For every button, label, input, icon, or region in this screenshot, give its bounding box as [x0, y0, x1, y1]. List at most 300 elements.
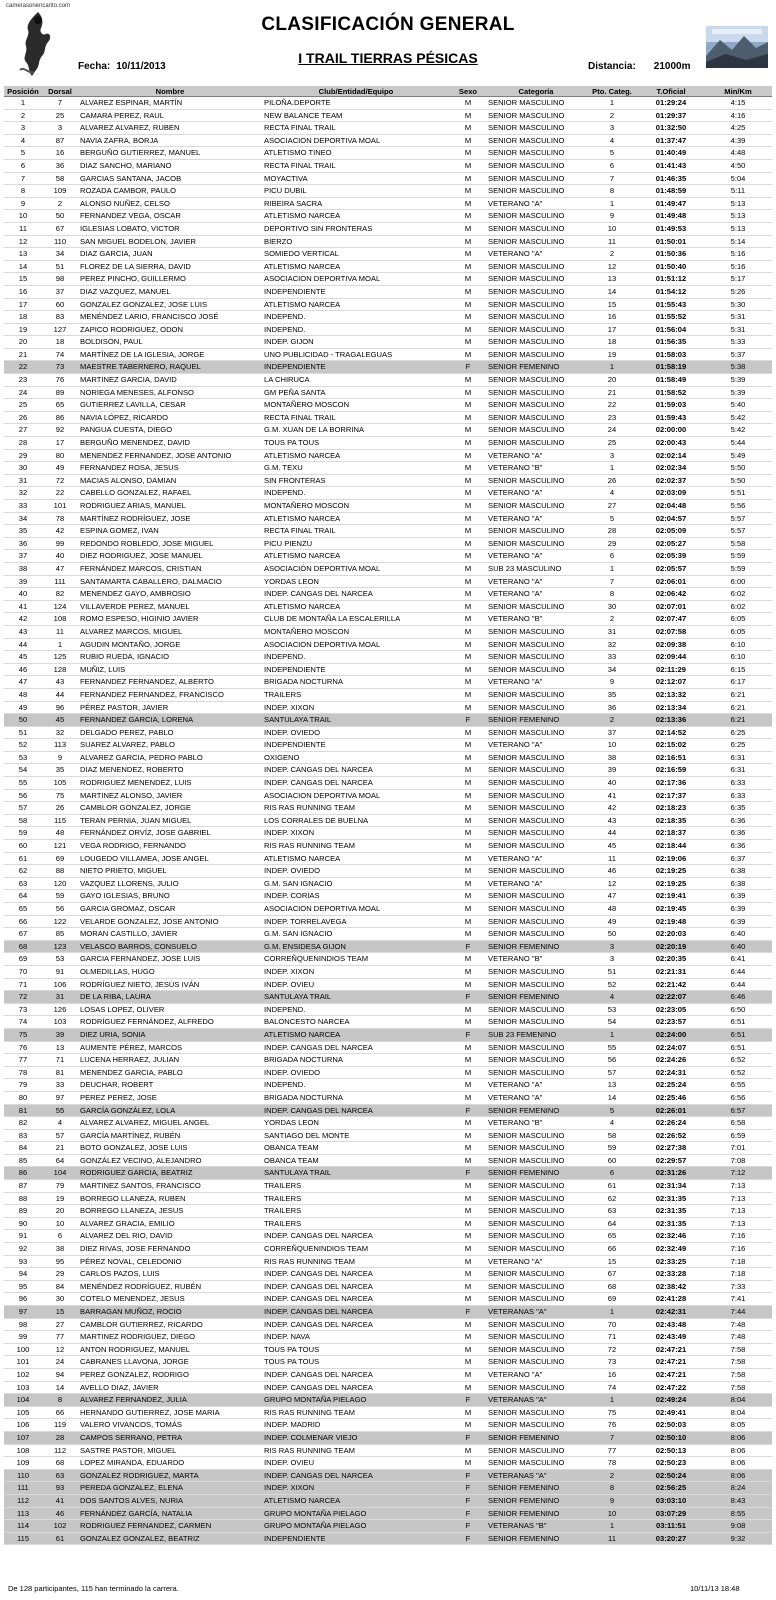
cell-official-time: 02:49:24	[638, 1394, 704, 1407]
cell-category-rank: 53	[586, 1003, 638, 1016]
cell-official-time: 02:47:21	[638, 1356, 704, 1369]
table-row	[4, 1318, 772, 1331]
cell-pace: 6:52	[704, 1054, 772, 1067]
cell-category: SENIOR MASCULINO	[486, 1003, 586, 1016]
cell-category-rank: 40	[586, 777, 638, 790]
table-row	[4, 1268, 772, 1281]
cell-category-rank: 1	[586, 361, 638, 374]
cell-category-rank: 10	[586, 222, 638, 235]
table-row	[4, 1469, 772, 1482]
cell-bib: 99	[42, 537, 78, 550]
cell-pace: 5:40	[704, 399, 772, 412]
cell-club: INDEP. OVIEU	[262, 978, 450, 991]
cell-official-time: 01:49:48	[638, 210, 704, 223]
cell-bib: 122	[42, 915, 78, 928]
cell-position: 74	[4, 1016, 42, 1029]
race-name: I TRAIL TIERRAS PÉSICAS	[298, 50, 478, 66]
cell-club: INDEPEND.	[262, 487, 450, 500]
cell-official-time: 02:23:05	[638, 1003, 704, 1016]
cell-name: MARTÍNEZ DE LA IGLESIA, JORGE	[78, 348, 262, 361]
cell-bib: 101	[42, 500, 78, 513]
cell-bib: 96	[42, 701, 78, 714]
cell-category: SENIOR MASCULINO	[486, 109, 586, 122]
cell-bib: 63	[42, 1469, 78, 1482]
table-row	[4, 1532, 772, 1545]
cell-bib: 49	[42, 462, 78, 475]
cell-sex: M	[450, 235, 486, 248]
cell-sex: F	[450, 1507, 486, 1520]
cell-bib: 44	[42, 688, 78, 701]
cell-sex: M	[450, 865, 486, 878]
cell-name: VALERO VIVANCOS, TOMÁS	[78, 1419, 262, 1432]
cell-name: MENENDEZ GARCIA, PABLO	[78, 1066, 262, 1079]
cell-sex: M	[450, 159, 486, 172]
cell-position: 38	[4, 562, 42, 575]
cell-sex: M	[450, 1054, 486, 1067]
cell-bib: 4	[42, 1117, 78, 1130]
cell-sex: F	[450, 1028, 486, 1041]
cell-category: SENIOR MASCULINO	[486, 1419, 586, 1432]
cell-category: SENIOR MASCULINO	[486, 336, 586, 349]
cell-pace: 5:16	[704, 248, 772, 261]
cell-category-rank: 7	[586, 575, 638, 588]
cell-sex: M	[450, 827, 486, 840]
table-row	[4, 248, 772, 261]
table-row	[4, 953, 772, 966]
cell-position: 103	[4, 1381, 42, 1394]
cell-name: PANGUA CUESTA, DIEGO	[78, 424, 262, 437]
cell-club: INDEP. CANGAS DEL NARCEA	[262, 1104, 450, 1117]
cell-bib: 72	[42, 474, 78, 487]
cell-pace: 6:31	[704, 764, 772, 777]
cell-sex: M	[450, 298, 486, 311]
cell-bib: 75	[42, 789, 78, 802]
cell-pace: 5:50	[704, 462, 772, 475]
cell-pace: 6:40	[704, 928, 772, 941]
cell-position: 1	[4, 97, 42, 110]
cell-position: 36	[4, 537, 42, 550]
cell-sex: M	[450, 915, 486, 928]
cell-category: SENIOR MASCULINO	[486, 235, 586, 248]
cell-club: ATLETISMO NARCEA	[262, 512, 450, 525]
cell-category-rank: 49	[586, 915, 638, 928]
cell-category-rank: 18	[586, 336, 638, 349]
cell-category-rank: 47	[586, 890, 638, 903]
cell-bib: 25	[42, 109, 78, 122]
cell-official-time: 02:06:42	[638, 588, 704, 601]
cell-name: FERNANDEZ VEGA, OSCAR	[78, 210, 262, 223]
cell-sex: M	[450, 726, 486, 739]
cell-official-time: 01:49:53	[638, 222, 704, 235]
table-row	[4, 1230, 772, 1243]
cell-pace: 4:50	[704, 159, 772, 172]
cell-club: SANTIAGO DEL MONTE	[262, 1129, 450, 1142]
cell-name: IGLESIAS LOBATO, VICTOR	[78, 222, 262, 235]
cell-sex: M	[450, 323, 486, 336]
cell-bib: 53	[42, 953, 78, 966]
cell-category-rank: 68	[586, 1280, 638, 1293]
table-row	[4, 1167, 772, 1180]
cell-official-time: 02:33:25	[638, 1255, 704, 1268]
cell-sex: M	[450, 638, 486, 651]
cell-bib: 64	[42, 1154, 78, 1167]
cell-bib: 7	[42, 97, 78, 110]
cell-sex: M	[450, 764, 486, 777]
cell-category-rank: 33	[586, 651, 638, 664]
cell-club: CLUB DE MONTAÑA LA ESCALERILLA	[262, 613, 450, 626]
cell-pace: 6:40	[704, 940, 772, 953]
cell-category: SENIOR MASCULINO	[486, 625, 586, 638]
cell-position: 72	[4, 991, 42, 1004]
cell-bib: 3	[42, 122, 78, 135]
cell-club: TOUS PA TOUS	[262, 1356, 450, 1369]
table-row	[4, 512, 772, 525]
table-row	[4, 487, 772, 500]
cell-category-rank: 10	[586, 1507, 638, 1520]
cell-club: TRAILERS	[262, 1205, 450, 1218]
cell-category: SENIOR MASCULINO	[486, 411, 586, 424]
cell-category-rank: 78	[586, 1457, 638, 1470]
cell-position: 12	[4, 235, 42, 248]
cell-club: ATLETISMO NARCEA	[262, 260, 450, 273]
cell-official-time: 03:20:27	[638, 1532, 704, 1545]
cell-official-time: 01:46:35	[638, 172, 704, 185]
cell-sex: M	[450, 386, 486, 399]
cell-name: ZAPICO RODRIGUEZ, ODON	[78, 323, 262, 336]
cell-position: 87	[4, 1180, 42, 1193]
cell-category: VETERANO "A"	[486, 197, 586, 210]
cell-sex: M	[450, 348, 486, 361]
cell-official-time: 02:05:57	[638, 562, 704, 575]
cell-category: SENIOR MASCULINO	[486, 751, 586, 764]
cell-sex: M	[450, 210, 486, 223]
cell-official-time: 03:07:29	[638, 1507, 704, 1520]
cell-pace: 7:41	[704, 1293, 772, 1306]
cell-category: SENIOR MASCULINO	[486, 928, 586, 941]
cell-name: CAMPOS SERRANO, PETRA	[78, 1431, 262, 1444]
cell-position: 50	[4, 714, 42, 727]
cell-official-time: 02:47:21	[638, 1343, 704, 1356]
table-row	[4, 688, 772, 701]
table-row	[4, 714, 772, 727]
cell-pace: 5:39	[704, 374, 772, 387]
cell-position: 44	[4, 638, 42, 651]
cell-category-rank: 27	[586, 500, 638, 513]
cell-pace: 6:17	[704, 676, 772, 689]
cell-category: SENIOR MASCULINO	[486, 222, 586, 235]
cell-sex: M	[450, 1003, 486, 1016]
cell-official-time: 02:16:51	[638, 751, 704, 764]
cell-name: FERNANDEZ FERNANDEZ, FRANCISCO	[78, 688, 262, 701]
cell-name: SAN MIGUEL BODELON, JAVIER	[78, 235, 262, 248]
cell-pace: 6:21	[704, 688, 772, 701]
cell-position: 101	[4, 1356, 42, 1369]
cell-club: ATLETISMO NARCEA	[262, 449, 450, 462]
cell-official-time: 02:18:44	[638, 840, 704, 853]
cell-club: INDEPENDIENTE	[262, 663, 450, 676]
table-header-row	[4, 86, 772, 97]
cell-pace: 6:39	[704, 890, 772, 903]
table-row	[4, 663, 772, 676]
cell-pace: 6:36	[704, 814, 772, 827]
cell-category: VETERANO "A"	[486, 739, 586, 752]
column-header-category-rank: Pto. Categ.	[586, 86, 638, 97]
cell-official-time: 03:11:51	[638, 1520, 704, 1533]
cell-pace: 6:44	[704, 978, 772, 991]
table-row	[4, 588, 772, 601]
cell-official-time: 02:21:31	[638, 965, 704, 978]
cell-bib: 73	[42, 361, 78, 374]
cell-club: INDEP. XIXON	[262, 827, 450, 840]
cell-category: SENIOR MASCULINO	[486, 474, 586, 487]
cell-official-time: 02:25:24	[638, 1079, 704, 1092]
cell-official-time: 01:58:49	[638, 374, 704, 387]
cell-sex: M	[450, 462, 486, 475]
cell-position: 57	[4, 802, 42, 815]
cell-pace: 6:10	[704, 651, 772, 664]
table-row	[4, 525, 772, 538]
cell-club: PICU PIENZU	[262, 537, 450, 550]
cell-name: MARTÍNEZ RODRÍGUEZ, JOSE	[78, 512, 262, 525]
cell-category-rank: 8	[586, 1482, 638, 1495]
table-row	[4, 1243, 772, 1256]
cell-category-rank: 52	[586, 978, 638, 991]
cell-bib: 42	[42, 525, 78, 538]
table-row	[4, 449, 772, 462]
cell-category-rank: 9	[586, 210, 638, 223]
cell-name: MARTINEZ ALONSO, JAVIER	[78, 789, 262, 802]
cell-pace: 6:57	[704, 1104, 772, 1117]
cell-bib: 126	[42, 1003, 78, 1016]
cell-sex: M	[450, 663, 486, 676]
cell-category-rank: 8	[586, 185, 638, 198]
cell-bib: 102	[42, 1520, 78, 1533]
cell-club: RECTA FINAL TRAIL	[262, 525, 450, 538]
cell-sex: M	[450, 172, 486, 185]
cell-name: DIEZ URIA, SONIA	[78, 1028, 262, 1041]
cell-bib: 104	[42, 1167, 78, 1180]
cell-pace: 6:00	[704, 575, 772, 588]
cell-club: ATLETISMO TINEO	[262, 147, 450, 160]
cell-category-rank: 62	[586, 1192, 638, 1205]
cell-bib: 28	[42, 1431, 78, 1444]
cell-pace: 6:41	[704, 953, 772, 966]
cell-official-time: 02:13:32	[638, 688, 704, 701]
cell-official-time: 02:03:09	[638, 487, 704, 500]
cell-pace: 6:58	[704, 1117, 772, 1130]
cell-position: 79	[4, 1079, 42, 1092]
cell-pace: 7:33	[704, 1280, 772, 1293]
cell-name: RODRIGUEZ GARCIA, BEATRIZ	[78, 1167, 262, 1180]
cell-pace: 8:06	[704, 1457, 772, 1470]
cell-name: ALVAREZ FERNANDEZ, JULIA	[78, 1394, 262, 1407]
cell-name: FLOREZ DE LA SIERRA, DAVID	[78, 260, 262, 273]
cell-bib: 80	[42, 449, 78, 462]
cell-category: SENIOR MASCULINO	[486, 1154, 586, 1167]
cell-position: 89	[4, 1205, 42, 1218]
cell-official-time: 01:32:50	[638, 122, 704, 135]
table-row	[4, 185, 772, 198]
cell-official-time: 02:05:27	[638, 537, 704, 550]
cell-sex: M	[450, 424, 486, 437]
table-row	[4, 940, 772, 953]
cell-club: INDEP. CANGAS DEL NARCEA	[262, 777, 450, 790]
column-header-pace: Min/Km	[704, 86, 772, 97]
table-row	[4, 651, 772, 664]
cell-name: ESPINA GOMEZ, IVAN	[78, 525, 262, 538]
cell-club: ASOCIACIÓN DEPORTIVA MOAL	[262, 562, 450, 575]
cell-category-rank: 13	[586, 273, 638, 286]
cell-bib: 34	[42, 248, 78, 261]
cell-club: ASOCIACION DEPORTIVA MOAL	[262, 903, 450, 916]
cell-official-time: 01:29:37	[638, 109, 704, 122]
cell-pace: 9:32	[704, 1532, 772, 1545]
cell-name: DIAZ SANCHO, MARIANO	[78, 159, 262, 172]
cell-name: CARLOS PAZOS, LUIS	[78, 1268, 262, 1281]
cell-category: SENIOR MASCULINO	[486, 386, 586, 399]
cell-pace: 8:05	[704, 1419, 772, 1432]
cell-pace: 4:16	[704, 109, 772, 122]
cell-official-time: 01:58:52	[638, 386, 704, 399]
cell-official-time: 02:25:46	[638, 1091, 704, 1104]
cell-sex: F	[450, 1482, 486, 1495]
cell-club: RIS RAS RUNNING TEAM	[262, 802, 450, 815]
cell-club: ASOCIACION DEPORTIVA MOAL	[262, 134, 450, 147]
table-row	[4, 348, 772, 361]
cell-position: 108	[4, 1444, 42, 1457]
cell-official-time: 01:48:59	[638, 185, 704, 198]
cell-category-rank: 23	[586, 411, 638, 424]
cell-category: VETERANO "A"	[486, 1368, 586, 1381]
cell-club: TOUS PA TOUS	[262, 437, 450, 450]
cell-position: 31	[4, 474, 42, 487]
cell-official-time: 02:16:59	[638, 764, 704, 777]
cell-position: 70	[4, 965, 42, 978]
cell-position: 26	[4, 411, 42, 424]
cell-club: GM PEÑA SANTA	[262, 386, 450, 399]
cell-position: 58	[4, 814, 42, 827]
cell-pace: 8:04	[704, 1394, 772, 1407]
cell-position: 96	[4, 1293, 42, 1306]
cell-pace: 6:51	[704, 1028, 772, 1041]
cell-official-time: 02:19:06	[638, 852, 704, 865]
cell-category-rank: 37	[586, 726, 638, 739]
cell-club: PICU DUBIL	[262, 185, 450, 198]
cell-category-rank: 5	[586, 512, 638, 525]
cell-sex: M	[450, 474, 486, 487]
cell-club: ATLETISMO NARCEA	[262, 1494, 450, 1507]
cell-category-rank: 39	[586, 764, 638, 777]
cell-position: 88	[4, 1192, 42, 1205]
cell-sex: M	[450, 273, 486, 286]
cell-club: TRAILERS	[262, 1180, 450, 1193]
cell-pace: 7:01	[704, 1142, 772, 1155]
cell-sex: M	[450, 285, 486, 298]
cell-club: LOS CORRALES DE BUELNA	[262, 814, 450, 827]
cell-pace: 6:55	[704, 1079, 772, 1092]
cell-club: INDEPENDIENTE	[262, 361, 450, 374]
cell-pace: 6:35	[704, 802, 772, 815]
cell-category: VETERANO "A"	[486, 512, 586, 525]
cell-bib: 61	[42, 1532, 78, 1545]
cell-sex: M	[450, 1079, 486, 1092]
cell-bib: 123	[42, 940, 78, 953]
cell-club: ATLETISMO NARCEA	[262, 210, 450, 223]
cell-official-time: 02:19:41	[638, 890, 704, 903]
cell-category: SENIOR MASCULINO	[486, 726, 586, 739]
cell-position: 56	[4, 789, 42, 802]
cell-pace: 4:15	[704, 97, 772, 110]
cell-pace: 5:44	[704, 437, 772, 450]
cell-position: 49	[4, 701, 42, 714]
cell-name: SASTRE PASTOR, MIGUEL	[78, 1444, 262, 1457]
cell-position: 91	[4, 1230, 42, 1243]
cell-sex: F	[450, 1394, 486, 1407]
cell-name: FERNANDEZ FERNANDEZ, ALBERTO	[78, 676, 262, 689]
cell-category: SENIOR MASCULINO	[486, 1381, 586, 1394]
cell-category-rank: 2	[586, 109, 638, 122]
cell-category: SENIOR MASCULINO	[486, 1041, 586, 1054]
cell-club: GRUPO MONTAÑA PIELAGO	[262, 1394, 450, 1407]
cell-club: SANTULAYA TRAIL	[262, 1167, 450, 1180]
cell-bib: 20	[42, 1205, 78, 1218]
cell-bib: 43	[42, 676, 78, 689]
cell-club: TRAILERS	[262, 1217, 450, 1230]
cell-name: PEREZ PINCHO, GUILLERMO	[78, 273, 262, 286]
cell-official-time: 01:50:36	[638, 248, 704, 261]
cell-sex: M	[450, 550, 486, 563]
cell-official-time: 02:00:43	[638, 437, 704, 450]
cell-category: SENIOR MASCULINO	[486, 638, 586, 651]
cell-category: SENIOR MASCULINO	[486, 777, 586, 790]
cell-position: 30	[4, 462, 42, 475]
cell-sex: M	[450, 411, 486, 424]
cell-category: SENIOR MASCULINO	[486, 525, 586, 538]
cell-position: 28	[4, 437, 42, 450]
cell-club: MONTAÑERO MOSCON	[262, 500, 450, 513]
table-row	[4, 865, 772, 878]
cell-club: RIS RAS RUNNING TEAM	[262, 1255, 450, 1268]
cell-category: SUB 23 FEMENINO	[486, 1028, 586, 1041]
cell-club: ATLETISMO NARCEA	[262, 1028, 450, 1041]
cell-position: 37	[4, 550, 42, 563]
cell-bib: 108	[42, 613, 78, 626]
table-row	[4, 978, 772, 991]
cell-position: 85	[4, 1154, 42, 1167]
cell-position: 53	[4, 751, 42, 764]
cell-name: VILLAVERDE PEREZ, MANUEL	[78, 600, 262, 613]
table-row	[4, 638, 772, 651]
cell-official-time: 01:49:47	[638, 197, 704, 210]
table-row	[4, 1280, 772, 1293]
cell-name: ALVAREZ ALVAREZ, RUBEN	[78, 122, 262, 135]
cell-official-time: 02:31:34	[638, 1180, 704, 1193]
cell-sex: M	[450, 197, 486, 210]
cell-category-rank: 31	[586, 625, 638, 638]
cell-bib: 51	[42, 260, 78, 273]
cell-position: 13	[4, 248, 42, 261]
cell-position: 54	[4, 764, 42, 777]
cell-position: 5	[4, 147, 42, 160]
cell-category: SENIOR MASCULINO	[486, 789, 586, 802]
cell-bib: 24	[42, 1356, 78, 1369]
table-row	[4, 751, 772, 764]
cell-pace: 7:58	[704, 1343, 772, 1356]
cell-category: SENIOR MASCULINO	[486, 1066, 586, 1079]
cell-sex: M	[450, 676, 486, 689]
cell-club: INDEP. CANGAS DEL NARCEA	[262, 588, 450, 601]
cell-category-rank: 6	[586, 1167, 638, 1180]
